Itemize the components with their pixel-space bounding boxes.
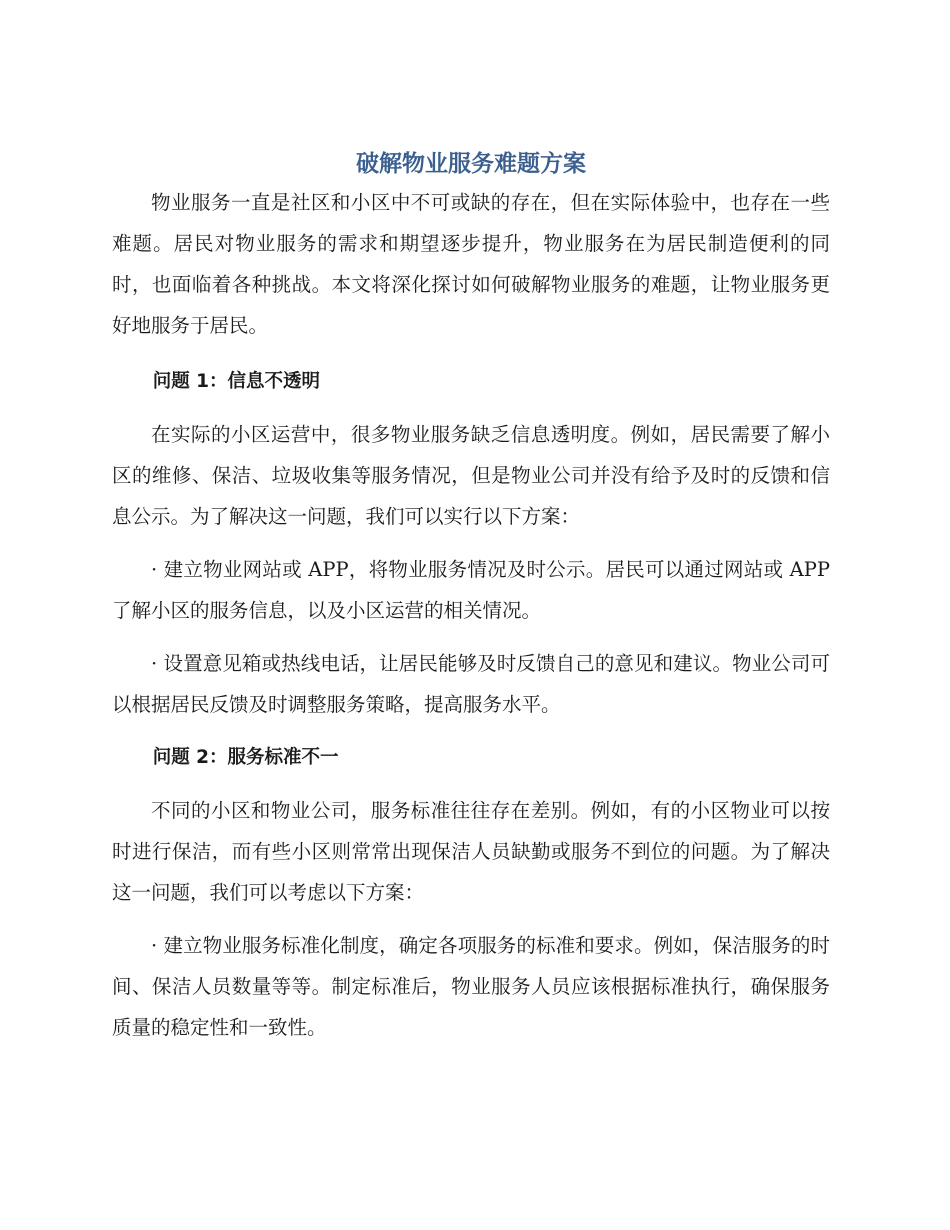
document-content bbox=[112, 146, 830, 1048]
section-2-body: 不同的小区和物业公司，服务标准往往存在差别。例如，有的小区物业可以按时进行保洁，而有些小区则常常出现保洁人员缺勤或服务不到位的问题。为了解决这一问题，我们可以考虑以下方案： bbox=[112, 799, 830, 904]
section-2-bullet-1: · 建立物业服务标准化制度，确定各项服务的标准和要求。例如，保洁服务的时间、保洁人员数量等等。制定标准后，物业服务人员应该根据标准执行，确保服务质量的稳定性和一致性。 bbox=[112, 934, 830, 1039]
section-2-heading: 问题 2：服务标准不一 bbox=[152, 747, 339, 768]
section-1-heading: 问题 1：信息不透明 bbox=[152, 371, 321, 392]
intro-paragraph: 物业服务一直是社区和小区中不可或缺的存在，但在实际体验中，也存在一些难题。居民对物业服务的需求和期望逐步提升，物业服务在为居民制造便利的同时，也面临着各种挑战。本文将深化探讨如何破解物业服务的难题，让物业服务更好地服务于居民。 bbox=[112, 191, 830, 337]
document-title: 破解物业服务难题方案 bbox=[356, 151, 586, 177]
section-1-body: 在实际的小区运营中，很多物业服务缺乏信息透明度。例如，居民需要了解小区的维修、保洁、垃圾收集等服务情况，但是物业公司并没有给予及时的反馈和信息公示。为了解决这一问题，我们可以实行以下方案： bbox=[112, 423, 830, 528]
section-1-bullet-2: · 设置意见箱或热线电话，让居民能够及时反馈自己的意见和建议。物业公司可以根据居民反馈及时调整服务策略，提高服务水平。 bbox=[112, 652, 830, 716]
section-1-bullet-1: · 建立物业网站或 APP，将物业服务情况及时公示。居民可以通过网站或 APP 了解小区的服务信息，以及小区运营的相关情况。 bbox=[112, 558, 830, 622]
